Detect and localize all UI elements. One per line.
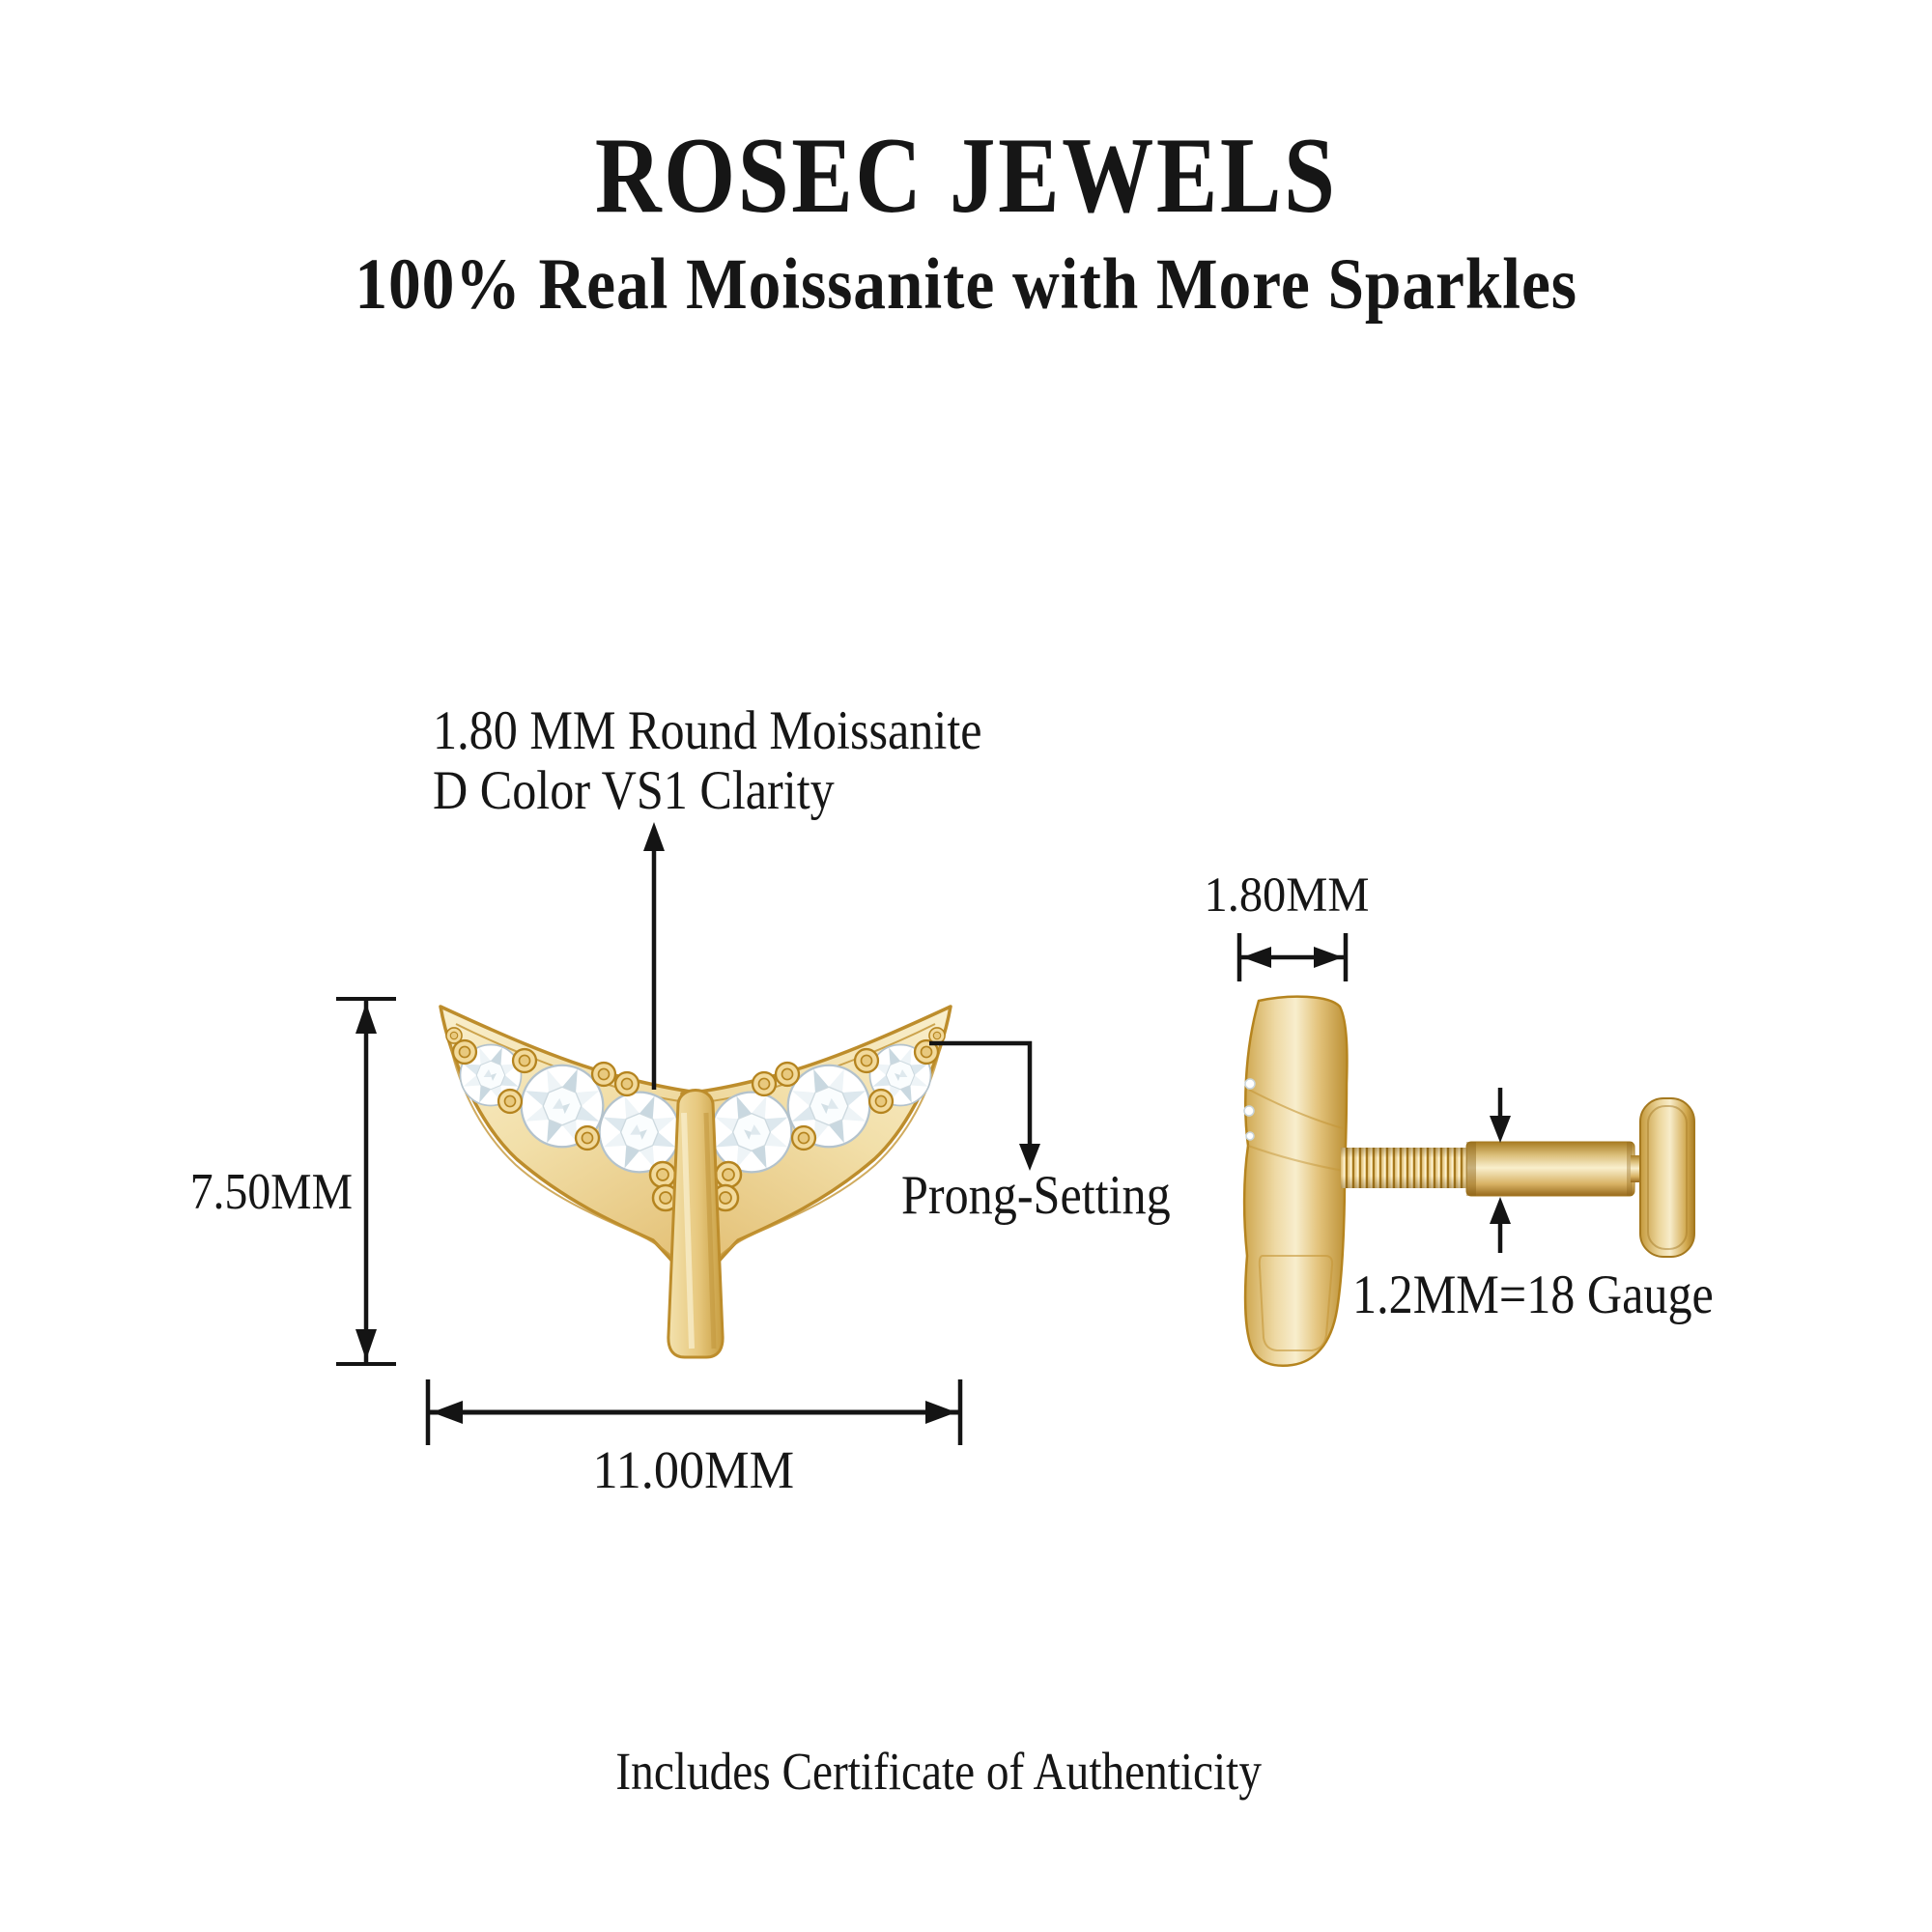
height-value: 7.50MM xyxy=(189,1164,353,1220)
certificate-note-text: Includes Certificate of Authenticity xyxy=(615,1742,1263,1801)
side-width-dimension-label xyxy=(1184,867,1389,923)
stone-annotation-line2: D Color VS1 Clarity xyxy=(433,760,835,821)
stone-callout-arrow xyxy=(643,822,665,1090)
tagline-text: 100% Real Moissanite with More Sparkles xyxy=(355,244,1577,325)
certificate-note xyxy=(263,1741,1615,1802)
side-profile xyxy=(1244,997,1347,1366)
width-value: 11.00MM xyxy=(592,1440,795,1499)
stone-annotation-line1: 1.80 MM Round Moissanite xyxy=(433,700,982,761)
tagline xyxy=(0,243,1932,327)
width-dimension-label xyxy=(500,1439,887,1500)
width-dimension-arrow xyxy=(428,1379,960,1445)
right-fluke xyxy=(682,1007,951,1294)
prong-setting-text: Prong-Setting xyxy=(901,1165,1171,1226)
left-fluke xyxy=(440,1007,709,1294)
head-width-dimension-arrow xyxy=(1239,933,1346,981)
brand-title-text: ROSEC JEWELS xyxy=(594,116,1338,236)
threaded-screw-post xyxy=(1341,1148,1468,1188)
gauge-up-arrow xyxy=(1490,1197,1511,1253)
prong-setting-label xyxy=(901,1164,1208,1227)
post-gauge-text: 1.2MM=18 Gauge xyxy=(1352,1264,1714,1325)
gauge-down-arrow xyxy=(1490,1088,1511,1143)
stone-annotation xyxy=(433,701,1057,821)
brand-title xyxy=(0,114,1932,239)
smooth-post xyxy=(1466,1142,1634,1196)
prong-callout-arrow xyxy=(929,1043,1040,1171)
height-dimension-label xyxy=(116,1163,353,1221)
flat-back-disc xyxy=(1640,1098,1694,1257)
tail-stem xyxy=(668,1091,723,1358)
whale-tail-front-view xyxy=(440,1007,951,1357)
side-width-value: 1.80MM xyxy=(1204,868,1370,923)
post-gauge-label xyxy=(1352,1264,1763,1326)
